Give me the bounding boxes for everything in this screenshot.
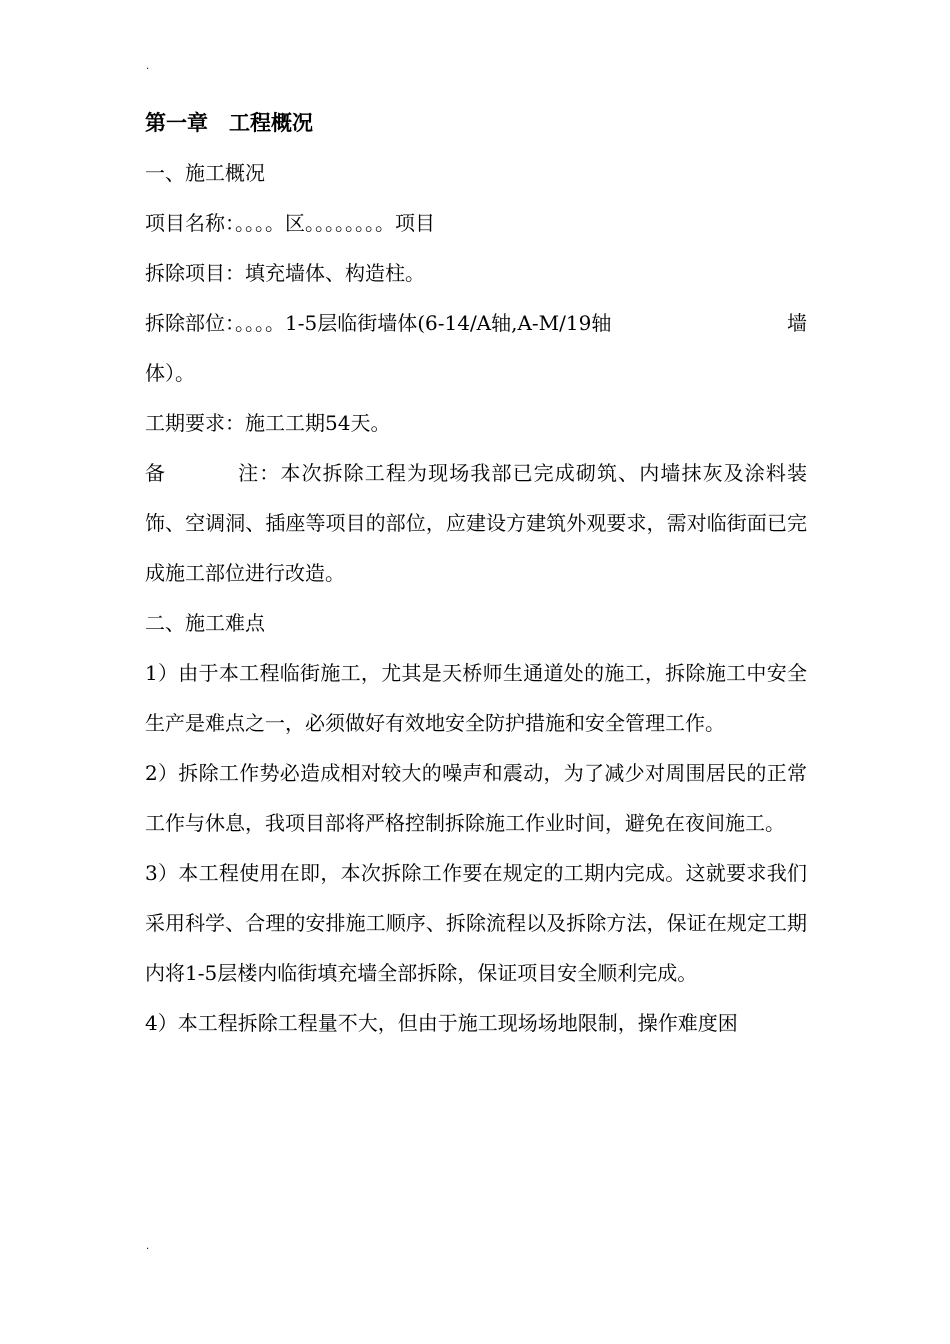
document-body [145, 98, 807, 1048]
note-label-b: 注： [237, 461, 281, 485]
demolition-location-text: 拆除部位：。。。。1-5层临街墙体(6-14/A轴,A-M/19轴 [145, 311, 612, 335]
note-text: 本次拆除工程为现场我部已完成砌筑、内墙抹灰及涂料装饰、空调洞、插座等项目的部位，应建设方建筑外观要求，需对临街面已完成施工部位进行改造。 [145, 461, 808, 585]
difficulty-item-3: 3）本工程使用在即，本次拆除工作要在规定的工期内完成。这就要求我们采用科学、合理的安排施工顺序、拆除流程以及拆除方法，保证在规定工期内将1-5层楼内临街填充墙全部拆除，保证项目安全顺利完成。 [145, 861, 807, 985]
demolition-location-end: 墙 [787, 311, 807, 335]
note-label-a: 备 [145, 461, 165, 485]
chapter-title: 第一章 工程概况 [145, 110, 313, 135]
section1-title: 一、施工概况 [145, 161, 265, 185]
difficulty-item-1: 1）由于本工程临街施工，尤其是天桥师生通道处的施工，拆除施工中安全生产是难点之一，必须做好有效地安全防护措施和安全管理工作。 [145, 661, 807, 735]
demolition-location-line2: 体）。 [145, 361, 195, 385]
header-mark: . [146, 61, 150, 72]
note-paragraph [145, 448, 807, 598]
demolition-location-line1 [145, 298, 807, 348]
difficulty-item-2: 2）拆除工作势必造成相对较大的噪声和震动，为了减少对周围居民的正常工作与休息，我项目部将严格控制拆除施工作业时间，避免在夜间施工。 [145, 761, 807, 835]
schedule: 工期要求：施工工期54天。 [145, 411, 391, 435]
section2-title: 二、施工难点 [145, 611, 265, 635]
footer-mark: . [146, 1241, 150, 1252]
difficulty-item-4: 4）本工程拆除工程量不大，但由于施工现场场地限制，操作难度困 [145, 1011, 738, 1035]
demolition-items: 拆除项目：填充墙体、构造柱。 [145, 261, 425, 285]
project-name: 项目名称：。。。。区。。。。。。。。项目 [145, 211, 435, 235]
